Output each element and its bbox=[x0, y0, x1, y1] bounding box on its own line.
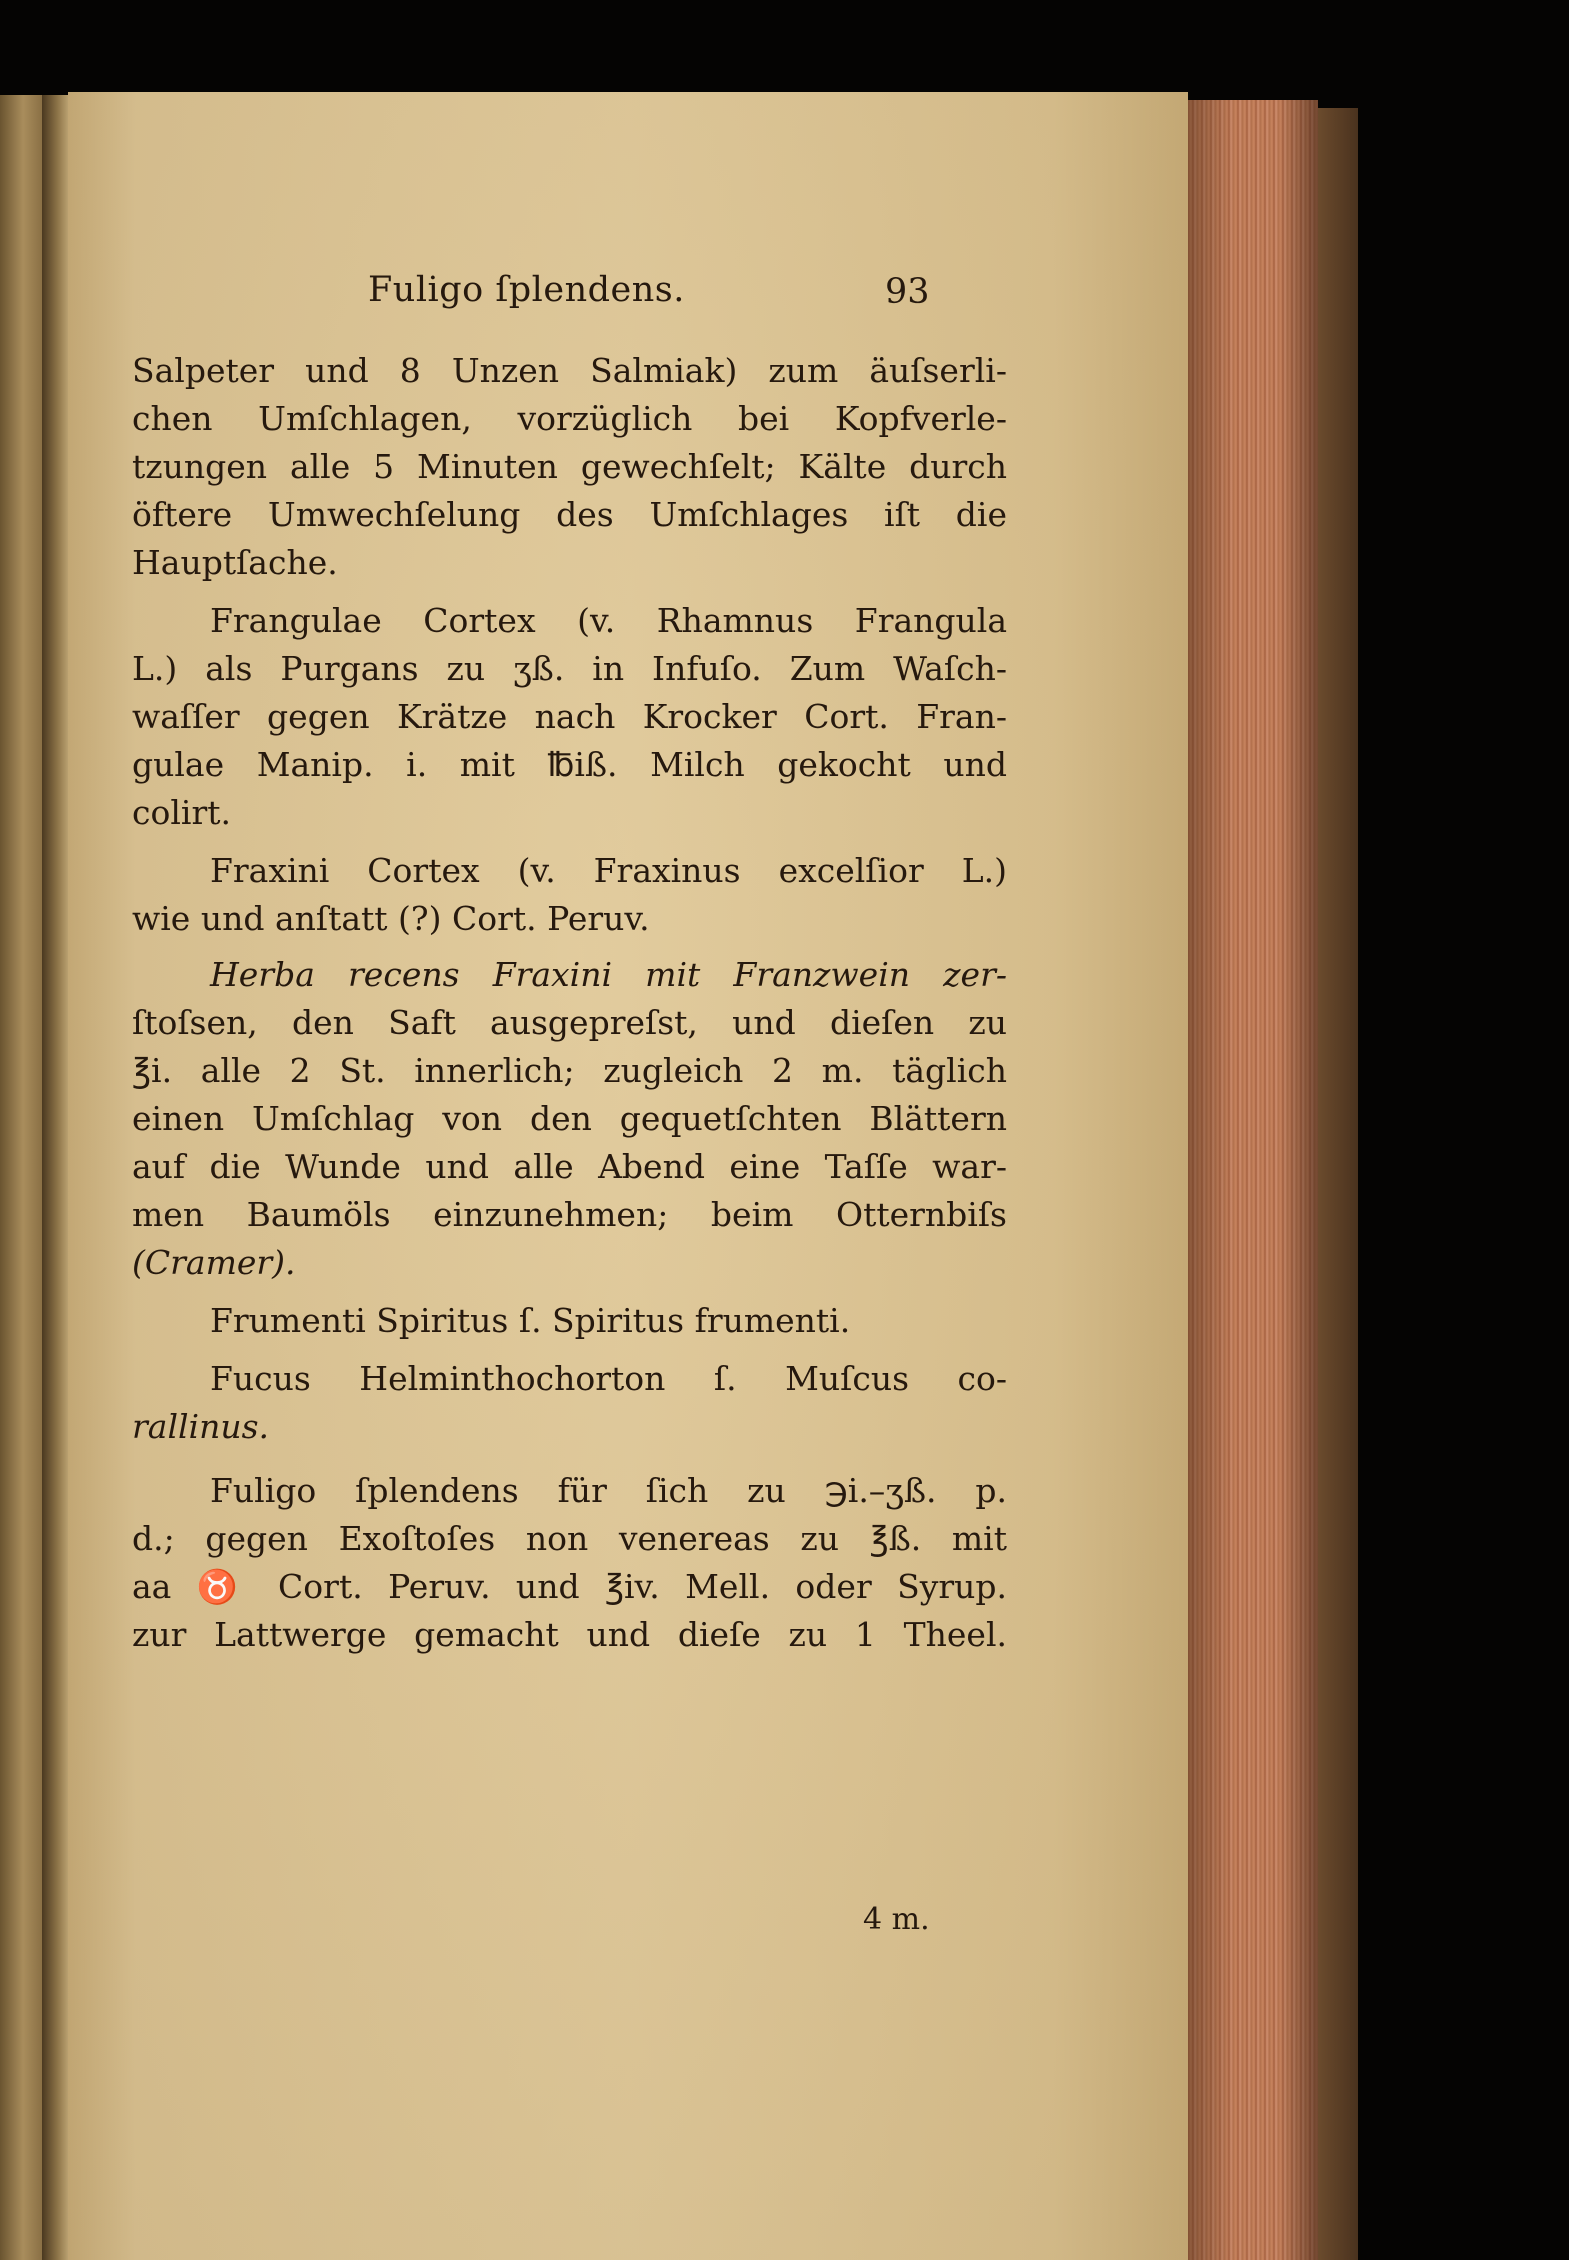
text-line: chen Umſchlagen, vorzüglich bei Kopfverle- bbox=[132, 399, 1007, 438]
text-line: (Cramer). bbox=[132, 1243, 296, 1282]
text-line: Frumenti Spiritus ſ. Spiritus frumenti. bbox=[210, 1301, 851, 1340]
page-block-shade bbox=[1188, 100, 1318, 2260]
text-line: Hauptſache. bbox=[132, 543, 338, 582]
page-number: 93 bbox=[885, 272, 930, 312]
text-line: Fuligo ſplendens für ſich zu ℈i.–ʒß. p. bbox=[210, 1471, 1007, 1510]
text-line: ſtoſsen, den Saft ausgepreſst, und dieſen zu bbox=[132, 1003, 1007, 1042]
background bbox=[1358, 0, 1569, 2260]
running-title: Fuligo ſplendens. bbox=[368, 270, 685, 310]
text-line: Herba recens Fraxini mit Franzwein zer- bbox=[210, 955, 1007, 994]
book-page bbox=[68, 92, 1188, 2260]
text-line: men Baumöls einzunehmen; beim Otternbiſs bbox=[132, 1195, 1007, 1234]
text-line: colirt. bbox=[132, 793, 231, 832]
text-line: Frangulae Cortex (v. Rhamnus Frangula bbox=[210, 601, 1007, 640]
text-line: rallinus. bbox=[132, 1407, 270, 1446]
catchword: 4 m. bbox=[863, 1902, 930, 1937]
text-line: gulae Manip. i. mit ℔iß. Milch gekocht und bbox=[132, 745, 1007, 784]
text-line: zur Lattwerge gemacht und dieſe zu 1 Theel. bbox=[132, 1615, 1007, 1654]
left-page-edge bbox=[0, 95, 42, 2260]
text-line: tzungen alle 5 Minuten gewechſelt; Kälte durch bbox=[132, 447, 1007, 486]
text-line: wie und anſtatt (?) Cort. Peruv. bbox=[132, 899, 650, 938]
text-line: aa ♉ Cort. Peruv. und ℥iv. Mell. oder Syrup. bbox=[132, 1567, 1007, 1606]
text-line: L.) als Purgans zu ʒß. in Infuſo. Zum Waſch- bbox=[132, 649, 1007, 688]
text-line: einen Umſchlag von den gequetſchten Blättern bbox=[132, 1099, 1007, 1138]
text-line: Salpeter und 8 Unzen Salmiak) zum äuſserli- bbox=[132, 351, 1007, 390]
text-line: d.; gegen Exoſtoſes non venereas zu ℥ß. mit bbox=[132, 1519, 1007, 1558]
text-line: auf die Wunde und alle Abend eine Taſſe war- bbox=[132, 1147, 1007, 1186]
text-line: ℥i. alle 2 St. innerlich; zugleich 2 m. täglich bbox=[132, 1051, 1007, 1090]
book-gutter bbox=[42, 95, 68, 2260]
text-line: Fucus Helminthochorton ſ. Muſcus co- bbox=[210, 1359, 1007, 1398]
text-line: waſſer gegen Krätze nach Krocker Cort. Fran- bbox=[132, 697, 1007, 736]
text-line: Fraxini Cortex (v. Fraxinus excelſior L.) bbox=[210, 851, 1007, 890]
text-line: öftere Umwechſelung des Umſchlages iſt die bbox=[132, 495, 1007, 534]
cover-edge bbox=[1318, 108, 1358, 2260]
